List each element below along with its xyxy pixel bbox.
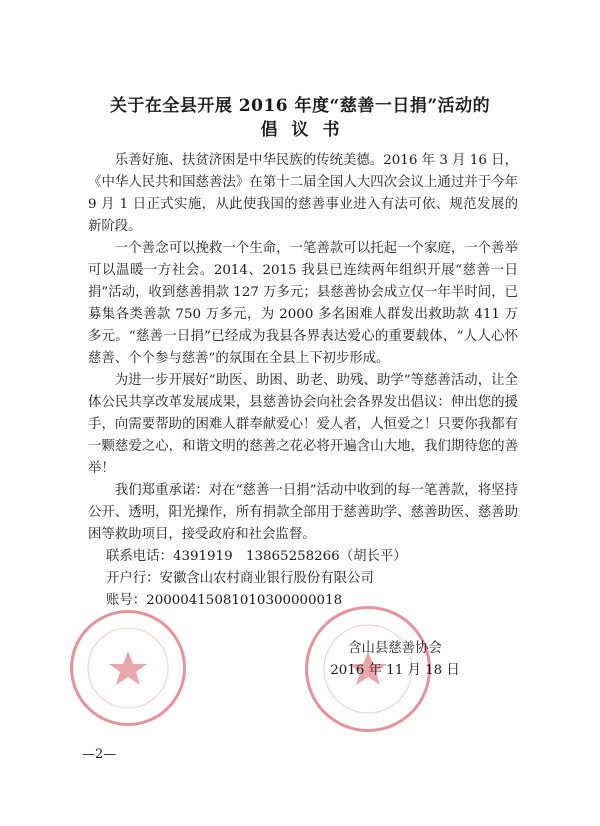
paragraph-2: 一个善念可以挽救一个生命，一笔善款可以托起一个家庭，一个善举可以温暖一方社会。2014、2015 我县已连续两年组织开展“慈善一日捐”活动，收到慈善捐款 127 万多元；县慈善协会成立仅一年半时间，已募集各类善款 750 万多元，为 2000 多名困难人群发出救助款 411 万多元。“慈善一日捐”已经成为我县各界表达爱心的重要载体，“人人心怀慈善、个个参与慈善”的氛围在全县上下初步形成。 xyxy=(88,241,518,366)
title-line-2: 倡议书 xyxy=(260,120,354,140)
contact-block xyxy=(88,546,518,612)
paragraph-3: 为进一步开展好“助医、助困、助老、助残、助学”等慈善活动，让全体公民共享改革发展成果，县慈善协会向社会各界发出倡议：伸出您的援手，向需要帮助的困难人群奉献爱心！爱人者，人恒爱之！只要你我都有一颗慈爱之心，和谐文明的慈善之花必将开遍含山大地，我们期待您的善举！ xyxy=(88,373,518,476)
signature-date: 2016 年 11 月 18 日 xyxy=(330,663,460,678)
signature-block xyxy=(320,638,470,682)
paragraph-1: 乐善好施、扶贫济困是中华民族的传统美德。2016 年 3 月 16 日，《中华人民共和国慈善法》在第十二届全国人大四次会议上通过并于今年 9 月 1 日正式实施，从此使我国的慈善事业进入有法可依、规范发展的新阶段。 xyxy=(88,153,518,234)
signature-org: 含山县慈善协会 xyxy=(348,641,442,656)
red-seal-stamp-left xyxy=(70,610,186,726)
contact-account: 账号：20000415081010300000018 xyxy=(106,593,343,608)
document-title xyxy=(60,94,540,142)
contact-bank: 开户行：安徽含山农村商业银行股份有限公司 xyxy=(106,571,374,586)
seal-star-icon xyxy=(73,613,183,723)
document-body xyxy=(88,150,518,612)
title-line-1: 关于在全县开展 2016 年度“慈善一日捐”活动的 xyxy=(109,96,491,116)
contact-phone: 联系电话：4391919 13865258266（胡长平） xyxy=(106,549,407,564)
page-number: —2— xyxy=(82,747,117,762)
paragraph-4: 我们郑重承诺：对在“慈善一日捐”活动中收到的每一笔善款，将坚持公开、透明，阳光操作，所有捐款全部用于慈善助学、慈善助医、慈善助困等救助项目，接受政府和社会监督。 xyxy=(88,483,518,542)
